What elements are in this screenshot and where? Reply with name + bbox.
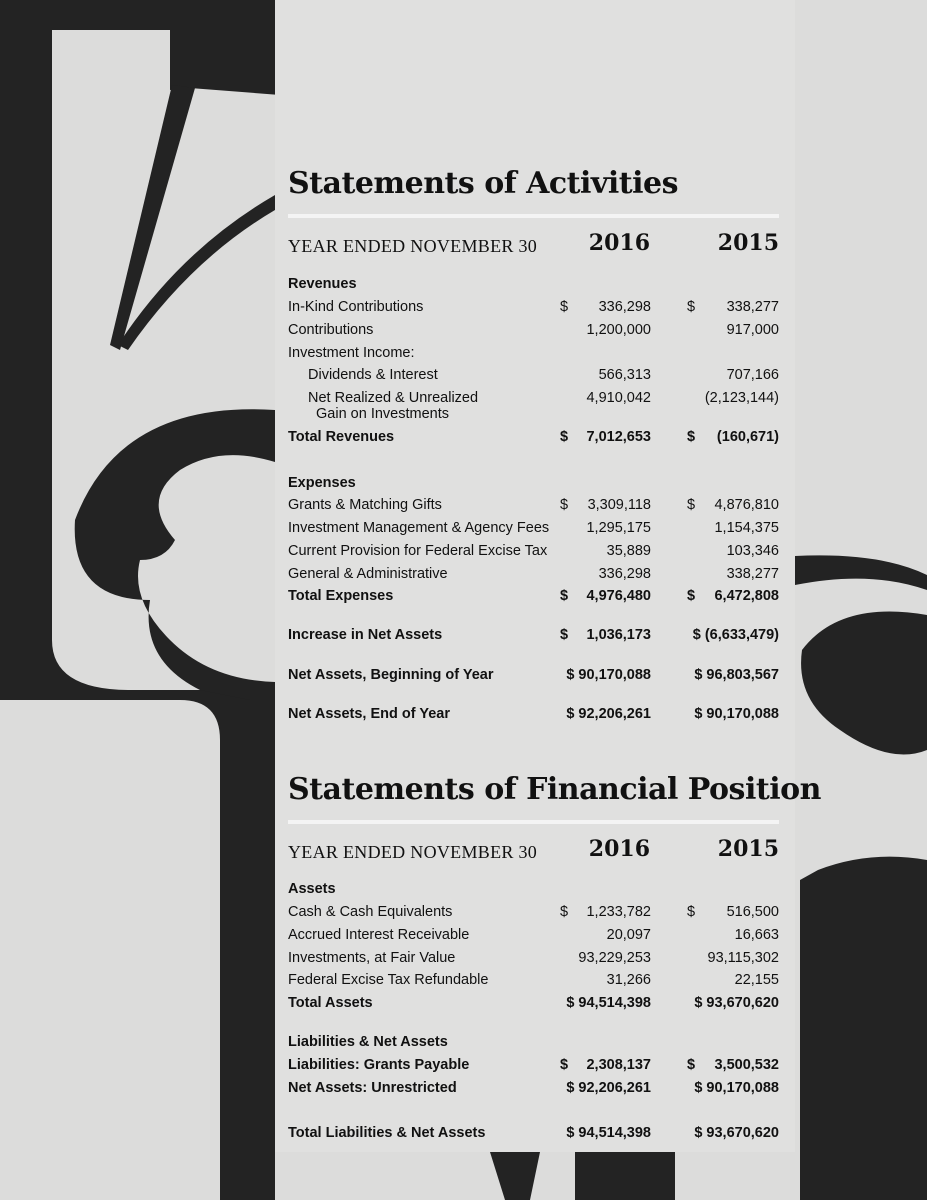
activities-title: Statements of Activities [288,166,678,201]
row-investments-fair-value: Investments, at Fair Value 93,229,253 93,115,302 [288,950,779,966]
row-net-assets-end: Net Assets, End of Year $ 92,206,261 $ 90,170,088 [288,706,779,722]
liabilities-heading: Liabilities & Net Assets [288,1034,448,1050]
position-column-header [288,836,779,866]
row-total-assets: Total Assets $ 94,514,398 $ 93,670,620 [288,995,779,1011]
row-total-revenues: Total Revenues $ 7,012,653 $ (160,671) [288,429,779,445]
row-general-administrative: General & Administrative 336,298 338,277 [288,566,779,582]
row-net-assets-beginning: Net Assets, Beginning of Year $ 90,170,088 $ 96,803,567 [288,667,779,683]
row-cash-equivalents: Cash & Cash Equivalents $ 1,233,782 $ 516,500 [288,904,779,920]
row-net-assets-unrestricted: Net Assets: Unrestricted $ 92,206,261 $ 90,170,088 [288,1080,779,1096]
activities-column-header [288,230,779,260]
row-investment-income: Investment Income: [288,345,415,361]
row-investment-management: Investment Management & Agency Fees 1,295,175 1,154,375 [288,520,779,536]
row-total-liabilities-net-assets: Total Liabilities & Net Assets $ 94,514,398 $ 93,670,620 [288,1125,779,1141]
row-grants-payable: Liabilities: Grants Payable $ 2,308,137 $ 3,500,532 [288,1057,779,1073]
row-net-realized-gain: Net Realized & Unrealized Gain on Investments 4,910,042 (2,123,144) [308,390,779,422]
row-increase-net-assets: Increase in Net Assets $ 1,036,173 $ (6,633,479) [288,627,779,643]
row-total-expenses: Total Expenses $ 4,976,480 $ 6,472,808 [288,588,779,604]
header-label: YEAR ENDED NOVEMBER 30 [288,236,538,256]
row-excise-tax-refundable: Federal Excise Tax Refundable 31,266 22,155 [288,972,779,988]
position-title-rule [288,820,779,824]
year-2016: 2016 [588,230,650,256]
year-2016: 2016 [588,836,650,862]
year-2015: 2015 [717,836,779,862]
header-label: YEAR ENDED NOVEMBER 30 [288,842,538,862]
row-contributions: Contributions 1,200,000 917,000 [288,322,779,338]
assets-heading: Assets [288,881,336,897]
year-2015: 2015 [717,230,779,256]
activities-title-rule [288,214,779,218]
row-federal-excise-tax: Current Provision for Federal Excise Tax 35,889 103,346 [288,543,779,559]
expenses-heading: Expenses [288,475,356,491]
row-in-kind-contributions: In-Kind Contributions $ 336,298 $ 338,277 [288,299,779,315]
row-accrued-interest: Accrued Interest Receivable 20,097 16,663 [288,927,779,943]
position-title: Statements of Financial Position [288,772,821,807]
row-dividends-interest: Dividends & Interest 566,313 707,166 [308,367,779,383]
revenues-heading: Revenues [288,276,357,292]
row-grants-matching-gifts: Grants & Matching Gifts $ 3,309,118 $ 4,876,810 [288,497,779,513]
